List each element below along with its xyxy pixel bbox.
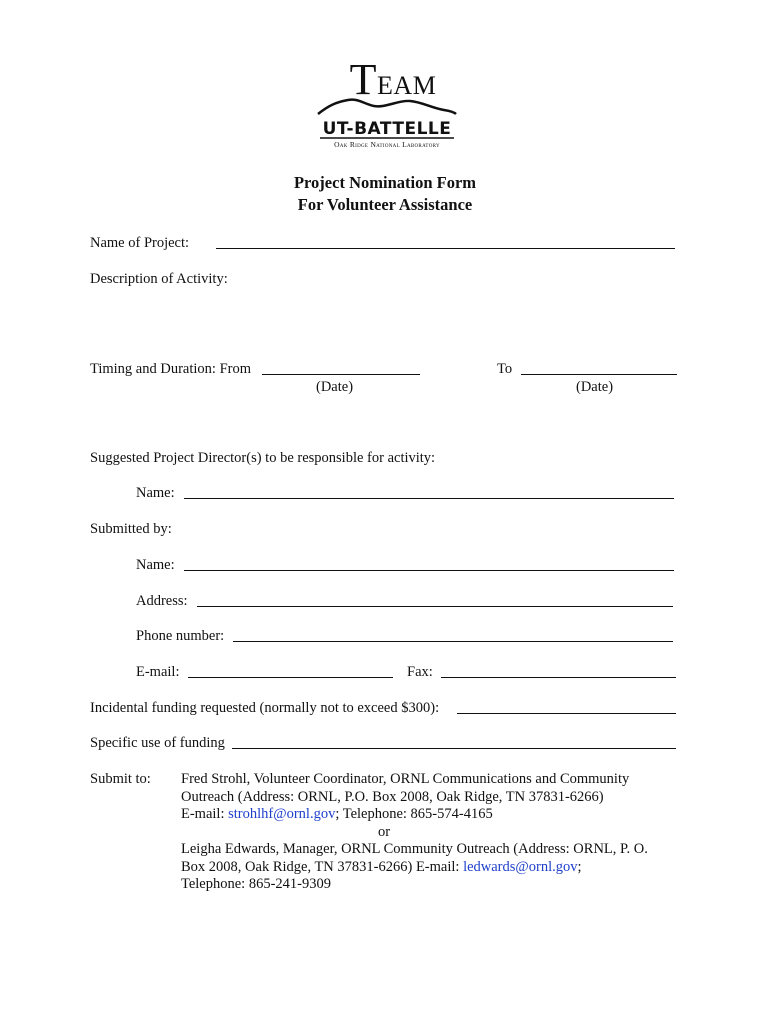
contact1-line2: Outreach (Address: ORNL, P.O. Box 2008, Oak Ridge, TN 37831-6266) (181, 788, 604, 805)
contact-block (181, 771, 681, 894)
fax-field[interactable] (441, 663, 676, 678)
contact1-email-label: E-mail: (181, 806, 229, 822)
contact2-phone: Telephone: 865-241-9309 (181, 876, 331, 892)
email-label: E-mail: (136, 664, 180, 680)
form-title-line2: For Volunteer Assistance (297, 195, 473, 214)
lab-subtitle: Oak Ridge National Laboratory (334, 140, 440, 149)
team-logo-initial: T (349, 55, 378, 104)
email-field[interactable] (188, 663, 393, 678)
mountain-outline-icon (318, 100, 456, 114)
description-field[interactable] (90, 292, 676, 348)
date-caption-to: (Date) (576, 379, 614, 395)
fax-label: Fax: (407, 664, 433, 680)
submitter-name-field[interactable] (184, 556, 674, 571)
contact1-line1: Fred Strohl, Volunteer Coordinator, ORNL Communications and Community (181, 771, 630, 787)
contact2-line2-text: Box 2008, Oak Ridge, TN 37831-6266) E-mail: (181, 858, 464, 875)
funding-field[interactable] (457, 699, 676, 714)
or-separator: or (378, 823, 391, 840)
date-caption-from: (Date) (316, 379, 354, 395)
director-name-label: Name: (136, 485, 175, 501)
timing-from-label: Timing and Duration: From (90, 361, 251, 377)
name-of-project-label: Name of Project: (90, 235, 190, 251)
description-label: Description of Activity: (90, 271, 228, 287)
specific-use-label: Specific use of funding (90, 735, 225, 751)
director-name-field[interactable] (184, 484, 674, 499)
company-wordmark: UT-BATTELLE (322, 119, 452, 139)
contact2-email-link[interactable]: ledwards@ornl.gov (463, 858, 578, 875)
phone-field[interactable] (233, 627, 673, 642)
submit-to-label: Submit to: (90, 771, 151, 787)
submitter-name-label: Name: (136, 557, 175, 573)
contact1-line3 (181, 806, 681, 824)
address-label: Address: (136, 593, 188, 609)
timing-to-label: To (497, 361, 513, 377)
specific-use-field[interactable] (232, 734, 676, 749)
timing-from-field[interactable] (262, 360, 420, 375)
contact2-line2 (181, 859, 681, 877)
timing-to-field[interactable] (521, 360, 677, 375)
funding-label: Incidental funding requested (normally not to exceed $300): (90, 700, 440, 716)
submitted-by-label: Submitted by: (90, 521, 172, 537)
contact2-line2-end: ; (577, 858, 582, 875)
ut-battelle-logo (314, 96, 460, 142)
name-of-project-field[interactable] (216, 234, 675, 249)
phone-label: Phone number: (136, 628, 225, 644)
team-logo-rest: EAM (377, 71, 437, 100)
form-title-line1: Project Nomination Form (293, 173, 477, 192)
contact2-line1: Leigha Edwards, Manager, ORNL Community Outreach (Address: ORNL, P. O. (181, 841, 648, 857)
address-field[interactable] (197, 592, 673, 607)
suggested-director-label: Suggested Project Director(s) to be responsible for activity: (90, 450, 436, 466)
contact1-email-link[interactable]: strohlhf@ornl.gov (228, 806, 336, 822)
contact1-phone: ; Telephone: 865-574-4165 (335, 806, 493, 822)
